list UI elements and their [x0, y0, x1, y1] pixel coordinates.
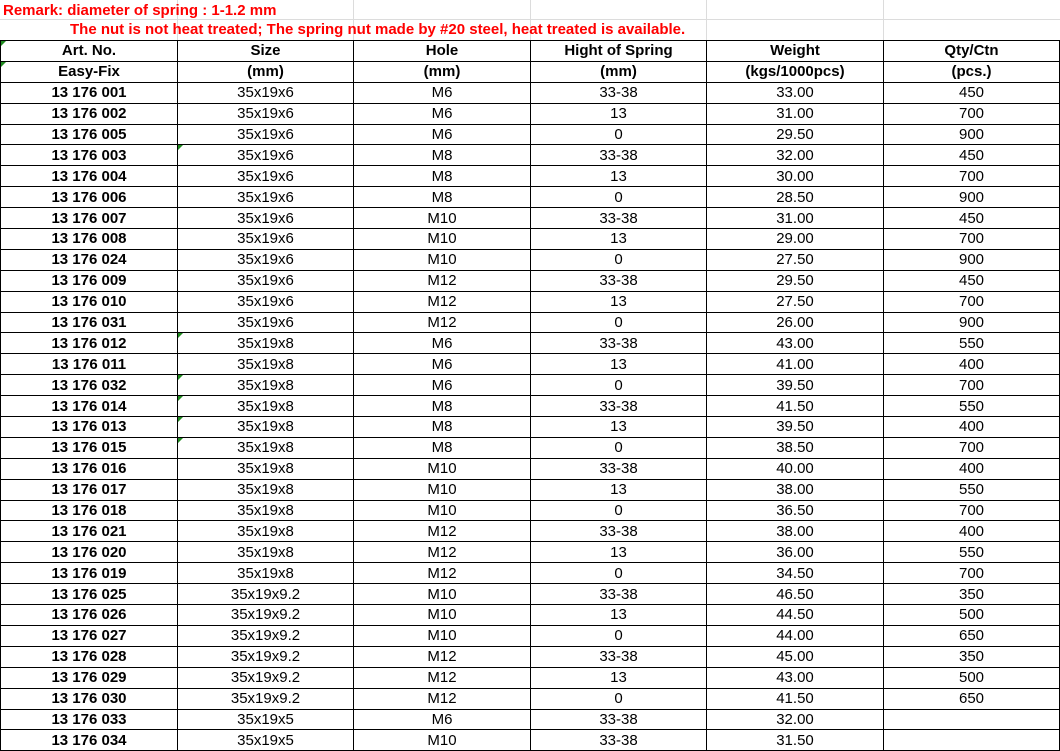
size-cell[interactable]: 35x19x9.2 — [178, 605, 354, 626]
table-row — [1, 270, 1060, 291]
spring-height-cell[interactable]: 33-38 — [531, 396, 707, 417]
hole-cell[interactable]: M10 — [354, 730, 531, 751]
table-row — [1, 563, 1060, 584]
weight-cell[interactable]: 32.00 — [707, 709, 884, 730]
hole-cell[interactable]: M6 — [354, 354, 531, 375]
weight-cell[interactable]: 39.50 — [707, 417, 884, 438]
qty-cell[interactable]: 700 — [884, 166, 1060, 187]
weight-cell[interactable]: 27.50 — [707, 249, 884, 270]
table-row — [1, 542, 1060, 563]
art-no-cell[interactable]: 13 176 032 — [1, 375, 178, 396]
art-no-cell[interactable]: 13 176 016 — [1, 458, 178, 479]
weight-cell[interactable]: 32.00 — [707, 145, 884, 166]
size-cell[interactable]: 35x19x6 — [178, 249, 354, 270]
weight-cell[interactable]: 31.00 — [707, 103, 884, 124]
remark-line-1[interactable]: Remark: diameter of spring : 1-1.2 mm — [3, 2, 277, 19]
table-row — [1, 103, 1060, 124]
table-row — [1, 688, 1060, 709]
size-cell[interactable]: 35x19x9.2 — [178, 584, 354, 605]
weight-cell[interactable]: 43.00 — [707, 667, 884, 688]
spring-height-cell[interactable]: 13 — [531, 103, 707, 124]
hole-cell[interactable]: M12 — [354, 688, 531, 709]
art-no-cell[interactable]: 13 176 007 — [1, 208, 178, 229]
art-no-cell[interactable]: 13 176 010 — [1, 291, 178, 312]
table-row — [1, 249, 1060, 270]
weight-cell[interactable]: 28.50 — [707, 187, 884, 208]
qty-cell[interactable]: 700 — [884, 291, 1060, 312]
table-row — [1, 166, 1060, 187]
table-row — [1, 458, 1060, 479]
qty-cell[interactable]: 450 — [884, 145, 1060, 166]
weight-cell[interactable]: 41.50 — [707, 396, 884, 417]
spring-height-cell[interactable]: 0 — [531, 500, 707, 521]
table-row — [1, 730, 1060, 751]
qty-cell[interactable]: 450 — [884, 208, 1060, 229]
qty-cell[interactable]: 350 — [884, 646, 1060, 667]
size-cell[interactable]: 35x19x8 — [178, 354, 354, 375]
qty-cell[interactable]: 450 — [884, 270, 1060, 291]
qty-cell[interactable]: 550 — [884, 542, 1060, 563]
spring-height-cell[interactable]: 33-38 — [531, 333, 707, 354]
hole-cell[interactable]: M10 — [354, 208, 531, 229]
spring-height-cell[interactable]: 0 — [531, 437, 707, 458]
hole-cell[interactable]: M6 — [354, 82, 531, 103]
table-row — [1, 667, 1060, 688]
size-cell[interactable]: 35x19x6 — [178, 312, 354, 333]
table-row — [1, 145, 1060, 166]
hole-cell[interactable]: M8 — [354, 396, 531, 417]
spring-height-cell[interactable]: 33-38 — [531, 646, 707, 667]
qty-cell[interactable]: 900 — [884, 187, 1060, 208]
qty-cell[interactable]: 900 — [884, 124, 1060, 145]
spring-height-cell[interactable]: 13 — [531, 542, 707, 563]
header-weight-unit[interactable]: (kgs/1000pcs) — [707, 61, 884, 82]
table-body — [1, 82, 1060, 751]
qty-cell[interactable]: 700 — [884, 500, 1060, 521]
table-row — [1, 479, 1060, 500]
table-row — [1, 375, 1060, 396]
art-no-cell[interactable]: 13 176 019 — [1, 563, 178, 584]
table-row — [1, 521, 1060, 542]
hole-cell[interactable]: M12 — [354, 291, 531, 312]
art-no-cell[interactable]: 13 176 011 — [1, 354, 178, 375]
remark-line-2[interactable]: The nut is not heat treated; The spring nut made by #20 steel, heat treated is available. — [70, 21, 686, 38]
art-no-cell[interactable]: 13 176 034 — [1, 730, 178, 751]
spring-height-cell[interactable]: 13 — [531, 667, 707, 688]
qty-cell[interactable]: 700 — [884, 229, 1060, 250]
art-no-cell[interactable]: 13 176 027 — [1, 625, 178, 646]
weight-cell[interactable]: 41.00 — [707, 354, 884, 375]
header-hole[interactable]: Hole — [354, 41, 531, 62]
size-cell[interactable]: 35x19x9.2 — [178, 667, 354, 688]
size-cell[interactable]: 35x19x5 — [178, 709, 354, 730]
spring-height-cell[interactable]: 33-38 — [531, 270, 707, 291]
weight-cell[interactable]: 40.00 — [707, 458, 884, 479]
art-no-cell[interactable]: 13 176 008 — [1, 229, 178, 250]
header-art-no[interactable]: Art. No. — [1, 41, 178, 62]
qty-cell[interactable]: 500 — [884, 667, 1060, 688]
table-row — [1, 312, 1060, 333]
table-row — [1, 584, 1060, 605]
size-cell[interactable]: 35x19x6 — [178, 145, 354, 166]
spring-height-cell[interactable]: 13 — [531, 229, 707, 250]
table-row — [1, 208, 1060, 229]
hole-cell[interactable]: M12 — [354, 542, 531, 563]
spring-height-cell[interactable]: 33-38 — [531, 208, 707, 229]
table-row — [1, 605, 1060, 626]
size-cell[interactable]: 35x19x8 — [178, 479, 354, 500]
header-hole-unit[interactable]: (mm) — [354, 61, 531, 82]
art-no-cell[interactable]: 13 176 021 — [1, 521, 178, 542]
art-no-cell[interactable]: 13 176 001 — [1, 82, 178, 103]
qty-cell[interactable]: 700 — [884, 375, 1060, 396]
hole-cell[interactable]: M10 — [354, 229, 531, 250]
header-row-1 — [1, 41, 1060, 62]
table-row — [1, 646, 1060, 667]
table-row — [1, 187, 1060, 208]
size-cell[interactable]: 35x19x6 — [178, 291, 354, 312]
hole-cell[interactable]: M12 — [354, 312, 531, 333]
header-size-unit[interactable]: (mm) — [178, 61, 354, 82]
qty-cell[interactable]: 350 — [884, 584, 1060, 605]
art-no-cell[interactable]: 13 176 015 — [1, 437, 178, 458]
qty-cell[interactable]: 700 — [884, 563, 1060, 584]
table-row — [1, 333, 1060, 354]
qty-cell[interactable]: 400 — [884, 458, 1060, 479]
weight-cell[interactable]: 44.50 — [707, 605, 884, 626]
weight-cell[interactable]: 38.00 — [707, 521, 884, 542]
qty-cell[interactable]: 450 — [884, 82, 1060, 103]
art-no-cell[interactable]: 13 176 004 — [1, 166, 178, 187]
size-cell[interactable]: 35x19x6 — [178, 82, 354, 103]
size-cell[interactable]: 35x19x8 — [178, 458, 354, 479]
size-cell[interactable]: 35x19x6 — [178, 270, 354, 291]
size-cell[interactable]: 35x19x6 — [178, 166, 354, 187]
header-row-2 — [1, 61, 1060, 82]
size-cell[interactable]: 35x19x6 — [178, 103, 354, 124]
spring-height-cell[interactable]: 13 — [531, 354, 707, 375]
hole-cell[interactable]: M12 — [354, 563, 531, 584]
weight-cell[interactable]: 34.50 — [707, 563, 884, 584]
hole-cell[interactable]: M8 — [354, 145, 531, 166]
hole-cell[interactable]: M12 — [354, 667, 531, 688]
qty-cell[interactable] — [884, 730, 1060, 751]
spring-height-cell[interactable]: 33-38 — [531, 709, 707, 730]
size-cell[interactable]: 35x19x9.2 — [178, 688, 354, 709]
table-row — [1, 229, 1060, 250]
qty-cell[interactable]: 500 — [884, 605, 1060, 626]
weight-cell[interactable]: 41.50 — [707, 688, 884, 709]
hole-cell[interactable]: M10 — [354, 500, 531, 521]
weight-cell[interactable]: 46.50 — [707, 584, 884, 605]
art-no-cell[interactable]: 13 176 031 — [1, 312, 178, 333]
weight-cell[interactable]: 31.50 — [707, 730, 884, 751]
size-cell[interactable]: 35x19x6 — [178, 208, 354, 229]
art-no-cell[interactable]: 13 176 028 — [1, 646, 178, 667]
hole-cell[interactable]: M8 — [354, 437, 531, 458]
art-no-cell[interactable]: 13 176 017 — [1, 479, 178, 500]
hole-cell[interactable]: M6 — [354, 124, 531, 145]
header-weight[interactable]: Weight — [707, 41, 884, 62]
spring-height-cell[interactable]: 13 — [531, 166, 707, 187]
size-cell[interactable]: 35x19x8 — [178, 563, 354, 584]
spring-height-cell[interactable]: 0 — [531, 688, 707, 709]
qty-cell[interactable]: 900 — [884, 312, 1060, 333]
spring-height-cell[interactable]: 0 — [531, 563, 707, 584]
spring-height-cell[interactable]: 33-38 — [531, 521, 707, 542]
qty-cell[interactable]: 650 — [884, 625, 1060, 646]
art-no-cell[interactable]: 13 176 014 — [1, 396, 178, 417]
weight-cell[interactable]: 38.00 — [707, 479, 884, 500]
size-cell[interactable]: 35x19x8 — [178, 333, 354, 354]
weight-cell[interactable]: 27.50 — [707, 291, 884, 312]
art-no-cell[interactable]: 13 176 009 — [1, 270, 178, 291]
spring-height-cell[interactable]: 0 — [531, 375, 707, 396]
spring-height-cell[interactable]: 0 — [531, 249, 707, 270]
size-cell[interactable]: 35x19x8 — [178, 437, 354, 458]
spring-height-cell[interactable]: 13 — [531, 605, 707, 626]
spring-height-cell[interactable]: 13 — [531, 479, 707, 500]
art-no-cell[interactable]: 13 176 020 — [1, 542, 178, 563]
table-row — [1, 124, 1060, 145]
qty-cell[interactable]: 400 — [884, 354, 1060, 375]
hole-cell[interactable]: M6 — [354, 333, 531, 354]
spring-height-cell[interactable]: 0 — [531, 124, 707, 145]
qty-cell[interactable]: 700 — [884, 103, 1060, 124]
size-cell[interactable]: 35x19x8 — [178, 521, 354, 542]
art-no-cell[interactable]: 13 176 026 — [1, 605, 178, 626]
art-no-cell[interactable]: 13 176 006 — [1, 187, 178, 208]
hole-cell[interactable]: M8 — [354, 187, 531, 208]
spring-height-cell[interactable]: 13 — [531, 417, 707, 438]
size-cell[interactable]: 35x19x5 — [178, 730, 354, 751]
table-row — [1, 437, 1060, 458]
spring-height-cell[interactable]: 33-38 — [531, 730, 707, 751]
art-no-cell[interactable]: 13 176 025 — [1, 584, 178, 605]
size-cell[interactable]: 35x19x8 — [178, 542, 354, 563]
art-no-cell[interactable]: 13 176 024 — [1, 249, 178, 270]
hole-cell[interactable]: M10 — [354, 479, 531, 500]
table-row — [1, 82, 1060, 103]
weight-cell[interactable]: 36.00 — [707, 542, 884, 563]
header-qty-unit[interactable]: (pcs.) — [884, 61, 1060, 82]
weight-cell[interactable]: 38.50 — [707, 437, 884, 458]
hole-cell[interactable]: M10 — [354, 249, 531, 270]
qty-cell[interactable] — [884, 709, 1060, 730]
hole-cell[interactable]: M12 — [354, 646, 531, 667]
hole-cell[interactable]: M8 — [354, 417, 531, 438]
size-cell[interactable]: 35x19x6 — [178, 229, 354, 250]
hole-cell[interactable]: M10 — [354, 625, 531, 646]
hole-cell[interactable]: M12 — [354, 270, 531, 291]
size-cell[interactable]: 35x19x8 — [178, 396, 354, 417]
spring-height-cell[interactable]: 33-38 — [531, 584, 707, 605]
hole-cell[interactable]: M6 — [354, 709, 531, 730]
qty-cell[interactable]: 900 — [884, 249, 1060, 270]
hole-cell[interactable]: M6 — [354, 375, 531, 396]
size-cell[interactable]: 35x19x6 — [178, 124, 354, 145]
weight-cell[interactable]: 43.00 — [707, 333, 884, 354]
spring-height-cell[interactable]: 33-38 — [531, 145, 707, 166]
weight-cell[interactable]: 30.00 — [707, 166, 884, 187]
weight-cell[interactable]: 26.00 — [707, 312, 884, 333]
weight-cell[interactable]: 29.50 — [707, 124, 884, 145]
spring-height-cell[interactable]: 0 — [531, 187, 707, 208]
spring-height-cell[interactable]: 0 — [531, 625, 707, 646]
hole-cell[interactable]: M10 — [354, 584, 531, 605]
header-size[interactable]: Size — [178, 41, 354, 62]
qty-cell[interactable]: 550 — [884, 479, 1060, 500]
table-row — [1, 291, 1060, 312]
qty-cell[interactable]: 650 — [884, 688, 1060, 709]
weight-cell[interactable]: 29.50 — [707, 270, 884, 291]
weight-cell[interactable]: 45.00 — [707, 646, 884, 667]
header-spring-height[interactable]: Hight of Spring — [531, 41, 707, 62]
qty-cell[interactable]: 550 — [884, 396, 1060, 417]
art-no-cell[interactable]: 13 176 003 — [1, 145, 178, 166]
spring-height-cell[interactable]: 13 — [531, 291, 707, 312]
header-qty-ctn[interactable]: Qty/Ctn — [884, 41, 1060, 62]
table-row — [1, 417, 1060, 438]
header-easy-fix[interactable]: Easy-Fix — [1, 61, 178, 82]
size-cell[interactable]: 35x19x9.2 — [178, 625, 354, 646]
hole-cell[interactable]: M10 — [354, 605, 531, 626]
art-no-cell[interactable]: 13 176 002 — [1, 103, 178, 124]
weight-cell[interactable]: 39.50 — [707, 375, 884, 396]
qty-cell[interactable]: 400 — [884, 417, 1060, 438]
art-no-cell[interactable]: 13 176 033 — [1, 709, 178, 730]
size-cell[interactable]: 35x19x9.2 — [178, 646, 354, 667]
weight-cell[interactable]: 31.00 — [707, 208, 884, 229]
qty-cell[interactable]: 400 — [884, 521, 1060, 542]
table-row — [1, 625, 1060, 646]
size-cell[interactable]: 35x19x8 — [178, 500, 354, 521]
art-no-cell[interactable]: 13 176 018 — [1, 500, 178, 521]
spring-height-cell[interactable]: 33-38 — [531, 458, 707, 479]
art-no-cell[interactable]: 13 176 030 — [1, 688, 178, 709]
art-no-cell[interactable]: 13 176 029 — [1, 667, 178, 688]
spring-height-cell[interactable]: 0 — [531, 312, 707, 333]
table-row — [1, 709, 1060, 730]
table-row — [1, 354, 1060, 375]
qty-cell[interactable]: 550 — [884, 333, 1060, 354]
weight-cell[interactable]: 44.00 — [707, 625, 884, 646]
hole-cell[interactable]: M12 — [354, 521, 531, 542]
hole-cell[interactable]: M6 — [354, 103, 531, 124]
weight-cell[interactable]: 33.00 — [707, 82, 884, 103]
hole-cell[interactable]: M10 — [354, 458, 531, 479]
spring-nut-table — [0, 40, 1060, 751]
table-row — [1, 396, 1060, 417]
weight-cell[interactable]: 29.00 — [707, 229, 884, 250]
size-cell[interactable]: 35x19x8 — [178, 417, 354, 438]
table-row — [1, 500, 1060, 521]
weight-cell[interactable]: 36.50 — [707, 500, 884, 521]
art-no-cell[interactable]: 13 176 012 — [1, 333, 178, 354]
size-cell[interactable]: 35x19x8 — [178, 375, 354, 396]
size-cell[interactable]: 35x19x6 — [178, 187, 354, 208]
art-no-cell[interactable]: 13 176 013 — [1, 417, 178, 438]
header-spring-height-unit[interactable]: (mm) — [531, 61, 707, 82]
qty-cell[interactable]: 700 — [884, 437, 1060, 458]
art-no-cell[interactable]: 13 176 005 — [1, 124, 178, 145]
hole-cell[interactable]: M8 — [354, 166, 531, 187]
spring-height-cell[interactable]: 33-38 — [531, 82, 707, 103]
